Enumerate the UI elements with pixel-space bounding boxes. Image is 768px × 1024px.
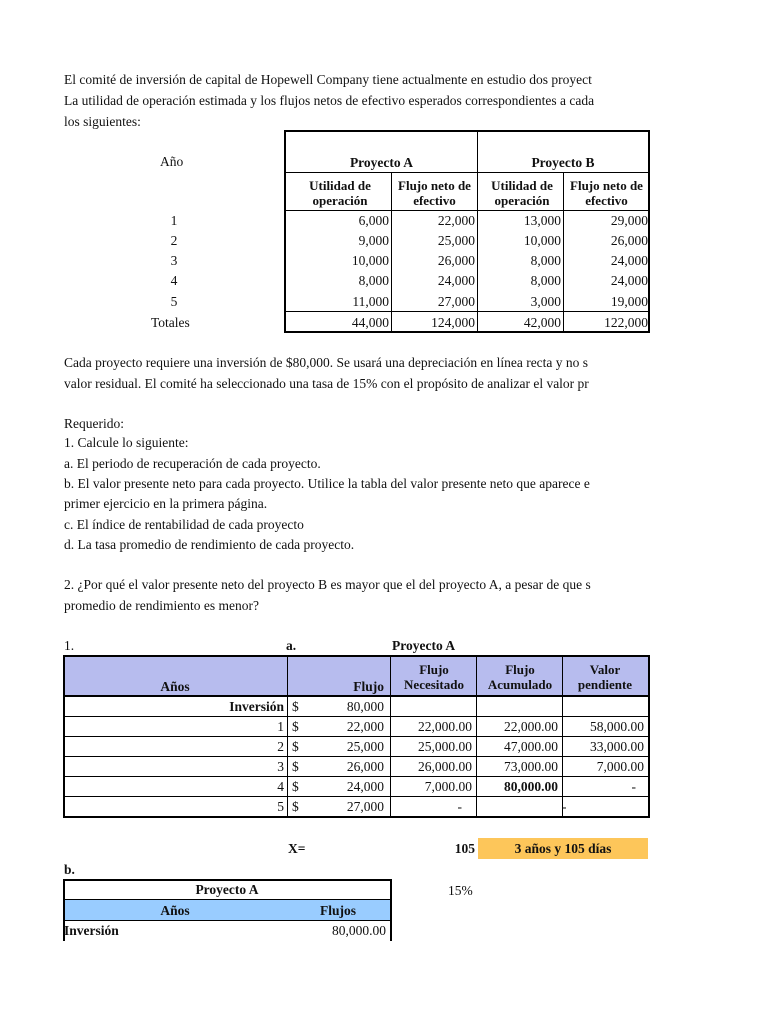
col-anos: Años (160, 679, 190, 694)
table1-cell-year: 3 (170, 253, 178, 268)
total-util-b: 42,000 (523, 315, 561, 330)
payback-cell-pend: - (562, 799, 567, 814)
table1-cell-year: 2 (170, 233, 178, 248)
payback-cell-flujo: 26,000 (346, 759, 384, 774)
totals-label: Totales (151, 315, 190, 330)
table1-cell-fa: 25,000 (437, 233, 475, 248)
payback-cell-flujo: 22,000 (346, 719, 384, 734)
table1-cell-year: 5 (170, 294, 178, 309)
payback-cell-acum: 80,000.00 (504, 779, 558, 794)
col-flujo-acumulado: Flujo Acumulado (487, 662, 553, 692)
table1-cell-ua: 8,000 (358, 273, 389, 288)
x-value: 105 (454, 841, 475, 856)
intro-line-3: los siguientes: (64, 114, 141, 129)
table1-cell-ub: 8,000 (530, 273, 561, 288)
table1-cell-year: 4 (170, 273, 178, 288)
currency-symbol: $ (292, 739, 299, 754)
req-d: d. La tasa promedio de rendimiento de cada proyecto. (64, 537, 355, 552)
project-b-header: Proyecto B (531, 155, 595, 170)
table1-cell-fa: 26,000 (437, 253, 475, 268)
flujo-b-header: Flujo neto de efectivo (570, 178, 643, 208)
payback-result: 3 años y 105 días (514, 841, 612, 856)
req-a: a. El periodo de recuperación de cada proyecto. (64, 456, 321, 471)
util-b-header: Utilidad de operación (491, 178, 553, 208)
npv-title: Proyecto A (195, 882, 259, 897)
table1-cell-year: 1 (170, 213, 178, 228)
solution-a-letter: a. (286, 638, 297, 653)
payback-cell-flujo: 80,000 (346, 699, 384, 714)
payback-cell-nec: 25,000.00 (418, 739, 472, 754)
req-b-2: primer ejercicio en la primera página. (64, 496, 268, 511)
question-2-line-2: promedio de rendimiento es menor? (64, 598, 259, 613)
total-flujo-a: 124,000 (431, 315, 475, 330)
req-b-1: b. El valor presente neto para cada proyecto. Utilice la tabla del valor presente neto que aparece e (64, 476, 590, 491)
payback-row-label: 1 (277, 719, 284, 734)
payback-cell-pend: 33,000.00 (590, 739, 644, 754)
payback-cell-nec: 22,000.00 (418, 719, 472, 734)
table1-cell-ua: 11,000 (352, 294, 389, 309)
payback-cell-flujo: 25,000 (346, 739, 384, 754)
currency-symbol: $ (292, 719, 299, 734)
project-a-header: Proyecto A (349, 155, 414, 170)
x-label: X= (288, 841, 306, 856)
para2-line-1: Cada proyecto requiere una inversión de $80,000. Se usará una depreciación en línea recta y no s (64, 355, 589, 370)
req-title: Requerido: (64, 416, 124, 431)
payback-row-label: 2 (277, 739, 284, 754)
table1-cell-ub: 3,000 (530, 294, 561, 309)
table1-cell-fb: 24,000 (610, 273, 648, 288)
solution-b-letter: b. (64, 862, 75, 877)
table1-cell-ua: 6,000 (358, 213, 389, 228)
payback-cell-nec: - (457, 799, 462, 814)
req-1: 1. Calcule lo siguiente: (64, 435, 189, 450)
col-valor-pendiente: Valor pendiente (577, 662, 633, 692)
solution-a-title: Proyecto A (392, 638, 456, 653)
npv-inv-label: Inversión (64, 923, 119, 938)
table1-cell-fa: 22,000 (437, 213, 475, 228)
total-util-a: 44,000 (351, 315, 389, 330)
payback-cell-nec: 7,000.00 (424, 779, 472, 794)
total-flujo-b: 122,000 (604, 315, 648, 330)
payback-row-label: Inversión (229, 699, 284, 714)
payback-cell-pend: 58,000.00 (590, 719, 644, 734)
req-c: c. El índice de rentabilidad de cada proyecto (64, 517, 304, 532)
payback-cell-flujo: 27,000 (346, 799, 384, 814)
currency-symbol: $ (292, 759, 299, 774)
payback-cell-pend: - (631, 779, 636, 794)
payback-row-label: 3 (277, 759, 284, 774)
npv-inv-value: 80,000.00 (332, 923, 386, 938)
currency-symbol: $ (292, 779, 299, 794)
table1-cell-fb: 24,000 (610, 253, 648, 268)
util-a-header: Utilidad de operación (309, 178, 371, 208)
table1-cell-fa: 24,000 (437, 273, 475, 288)
col-flujo: Flujo (353, 679, 384, 694)
payback-cell-pend: 7,000.00 (596, 759, 644, 774)
payback-cell-acum: 22,000.00 (504, 719, 558, 734)
table1-cell-ub: 10,000 (523, 233, 561, 248)
table1-cell-fb: 19,000 (610, 294, 648, 309)
table1-cell-ub: 8,000 (530, 253, 561, 268)
para2-line-2: valor residual. El comité ha seleccionado una tasa de 15% con el propósito de analizar el valor pr (64, 376, 589, 391)
npv-col-flujos: Flujos (319, 903, 356, 918)
table1-cell-fb: 29,000 (610, 213, 648, 228)
table1-cell-fb: 26,000 (610, 233, 648, 248)
table1-cell-ua: 9,000 (358, 233, 389, 248)
currency-symbol: $ (292, 799, 299, 814)
payback-cell-flujo: 24,000 (346, 779, 384, 794)
table1-cell-fa: 27,000 (437, 294, 475, 309)
year-header: Año (160, 154, 184, 169)
question-2-line-1: 2. ¿Por qué el valor presente neto del proyecto B es mayor que el del proyecto A, a pesar de que s (64, 577, 591, 592)
npv-col-anos: Años (160, 903, 190, 918)
intro-line-2: La utilidad de operación estimada y los flujos netos de efectivo esperados correspondientes a cada (64, 93, 595, 108)
payback-row-label: 4 (277, 779, 284, 794)
currency-symbol: $ (292, 699, 299, 714)
solution-number: 1. (64, 638, 75, 653)
payback-cell-acum: 47,000.00 (504, 739, 558, 754)
col-flujo-necesitado: Flujo Necesitado (404, 662, 464, 692)
intro-line-1: El comité de inversión de capital de Hopewell Company tiene actualmente en estudio dos proyect (64, 72, 592, 87)
table1-cell-ub: 13,000 (523, 213, 561, 228)
flujo-a-header: Flujo neto de efectivo (398, 178, 471, 208)
payback-cell-nec: 26,000.00 (418, 759, 472, 774)
discount-rate: 15% (448, 883, 473, 898)
payback-row-label: 5 (277, 799, 284, 814)
payback-cell-acum: 73,000.00 (504, 759, 558, 774)
table1-cell-ua: 10,000 (351, 253, 389, 268)
